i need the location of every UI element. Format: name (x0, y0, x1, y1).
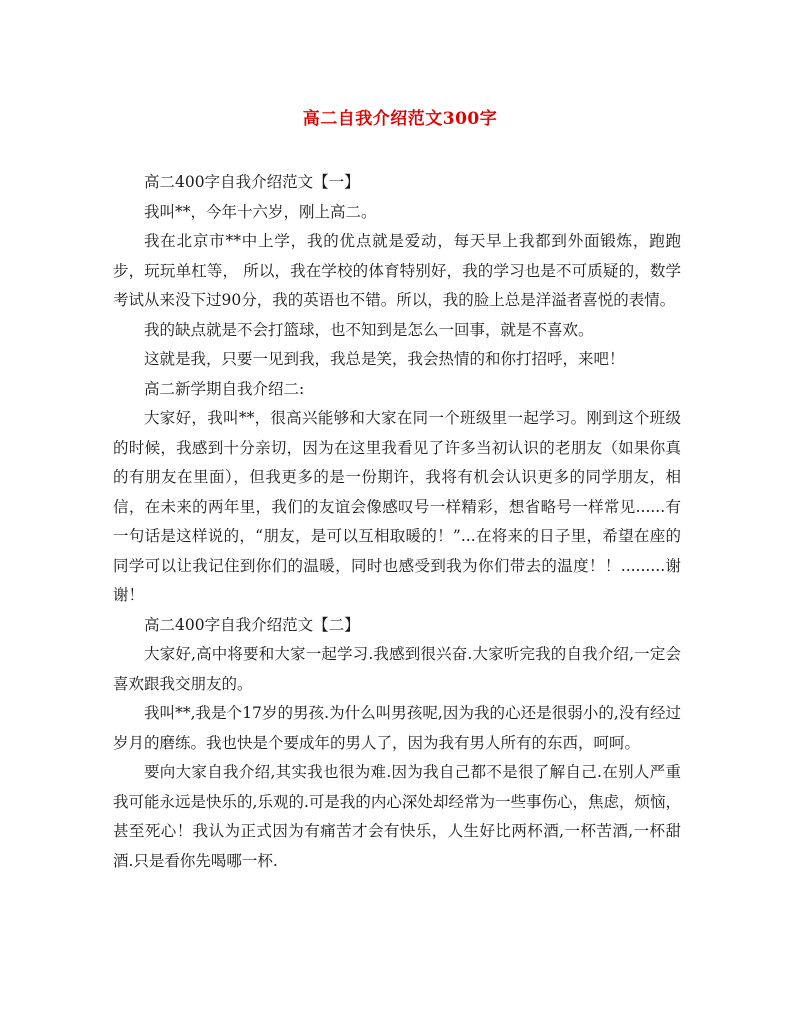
section-heading-3: 高二400字自我介绍范文【二】 (144, 615, 360, 634)
paragraph: 我在北京市**中上学，我的优点就是爱动，每天早上我都到外面锻炼，跑跑步，玩玩单杠等， 所以，我在学校的体育特别好，我的学习也是不可质疑的，数学考试从来没下过90分，我的英语也不错。所以，我的脸上总是洋溢者喜悦的表情。 (113, 232, 681, 309)
section-heading-1: 高二400字自我介绍范文【一】 (144, 173, 360, 191)
paragraph: 要向大家自我介绍,其实我也很为难.因为我自己都不是很了解自己.在别人严重我可能永远是快乐的,乐观的.可是我的内心深处却经常为一些事伤心，焦虑，烦恼，甚至死心！我认为正式因为有痛苦才会有快乐，人生好比两杯酒,一杯苦酒,一杯甜酒.只是看你先喝哪一杯. (113, 763, 681, 870)
document-title: 高二自我介绍范文300字 (302, 109, 498, 129)
paragraph: 大家好，我叫**，很高兴能够和大家在同一个班级里一起学习。刚到这个班级的时候，我感到十分亲切，因为在这里我看见了许多当初认识的老朋友（如果你真的有朋友在里面），但我更多的是一份期许，我将有机会认识更多的同学朋友，相信，在未来的两年里，我们的友谊会像感叹号一样精彩，想省略号一样常见......有一句话是这样说的，“朋友，是可以互相取暖的！”...在将来的日子里，希望在座的同学可以让我记住到你们的温暖，同时也感受到我为你们带去的温度！！.........谢谢！ (113, 409, 681, 604)
paragraph: 这就是我，只要一见到我，我总是笑，我会热情的和你打招呼，来吧！ (144, 350, 625, 368)
paragraph: 大家好,高中将要和大家一起学习.我感到很兴奋.大家听完我的自我介绍,一定会喜欢跟我交朋友的。 (113, 645, 681, 693)
paragraph: 我叫**,我是个17岁的男孩.为什么叫男孩呢,因为我的心还是很弱小的,没有经过岁月的磨练。我也快是个要成年的男人了，因为我有男人所有的东西，呵呵。 (113, 704, 681, 752)
document-body (113, 168, 681, 876)
paragraph: 我的缺点就是不会打篮球，也不知到是怎么一回事，就是不喜欢。 (144, 320, 594, 339)
section-heading-2: 高二新学期自我介绍二: (144, 379, 305, 398)
paragraph: 我叫**，今年十六岁，刚上高二。 (144, 202, 377, 221)
